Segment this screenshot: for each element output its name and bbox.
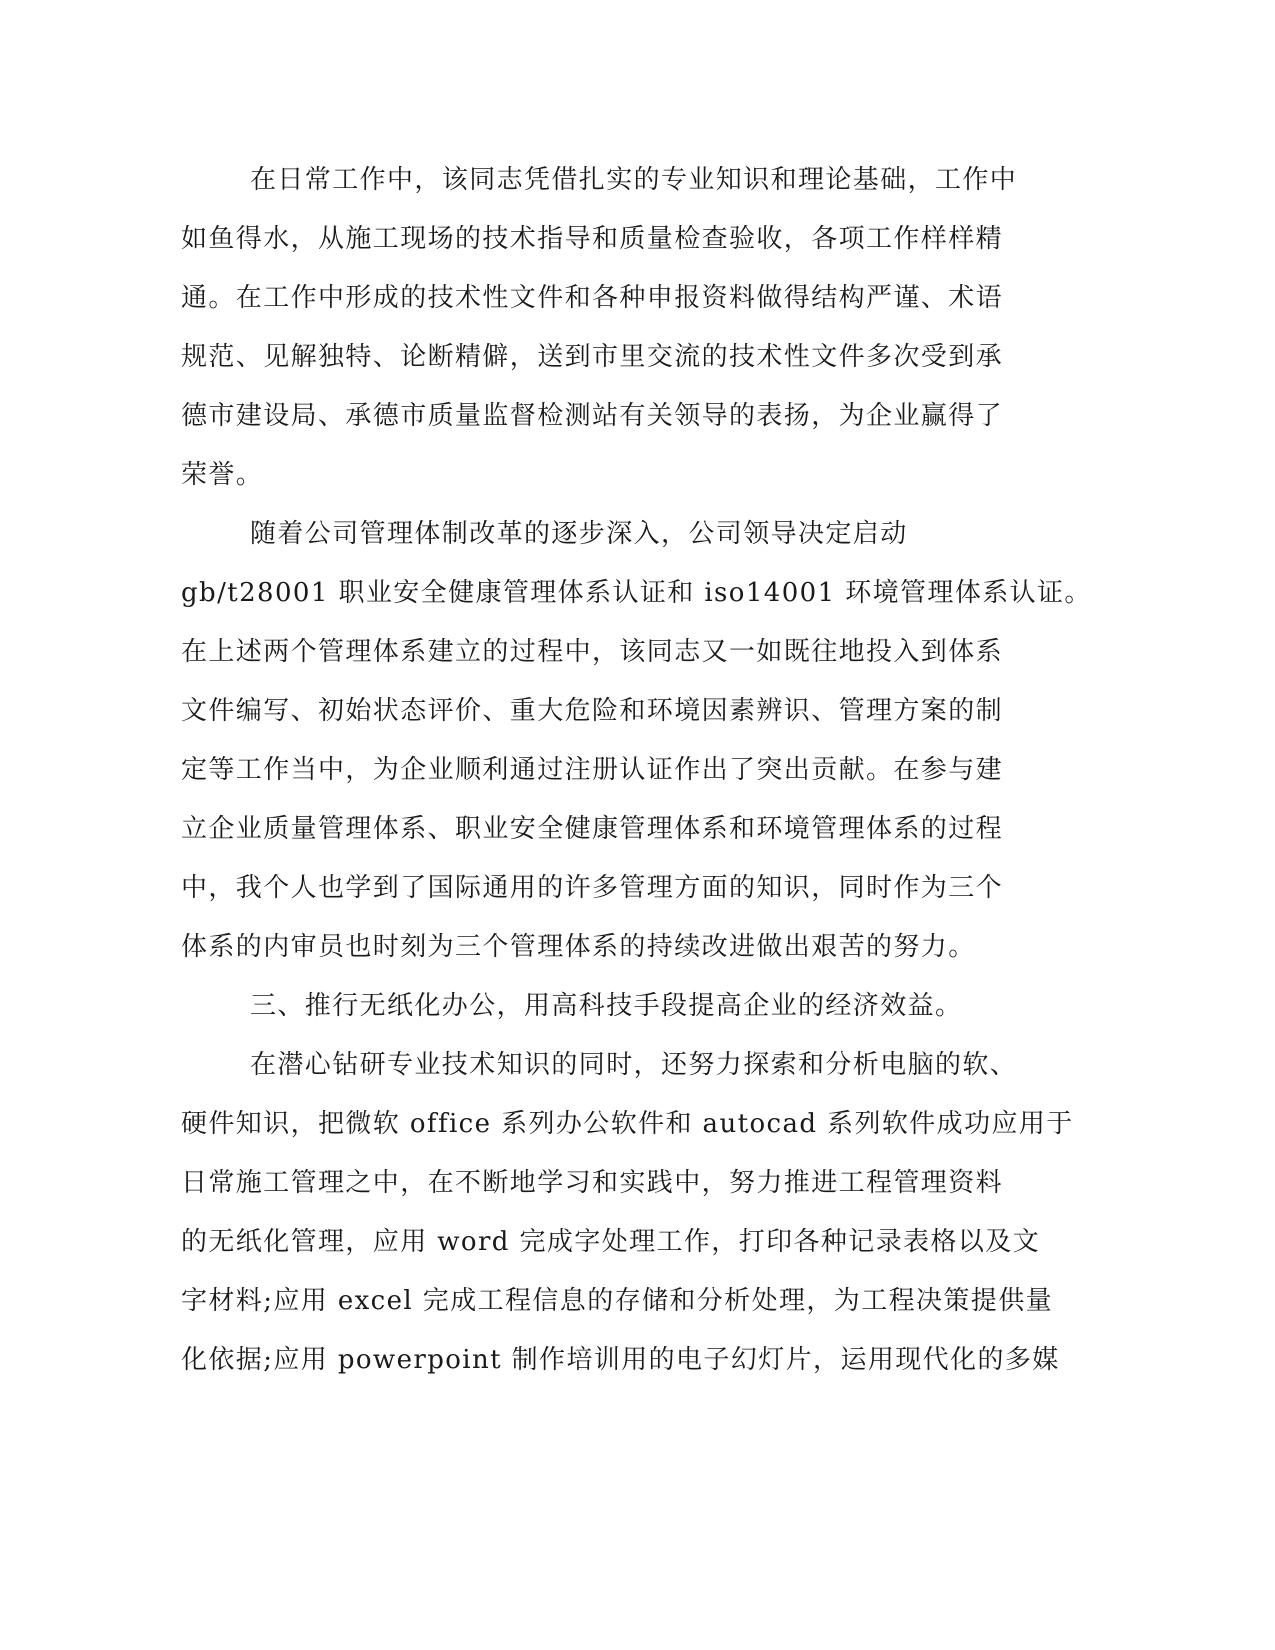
paragraph-1-line-5: 德市建设局、承德市质量监督检测站有关领导的表扬，为企业赢得了	[181, 401, 1004, 431]
paragraph-2-line-6: 立企业质量管理体系、职业安全健康管理体系和环境管理体系的过程	[181, 814, 1004, 844]
paragraph-3-line-1: 在潜心钻研专业技术知识的同时，还努力探索和分析电脑的软、	[250, 1050, 1018, 1080]
paragraph-1-line-2: 如鱼得水，从施工现场的技术指导和质量检查验收，各项工作样样精	[181, 224, 1004, 254]
paragraph-2-line-7: 中，我个人也学到了国际通用的许多管理方面的知识，同时作为三个	[181, 873, 1004, 903]
paragraph-3-line-5: 字材料;应用 excel 完成工程信息的存储和分析处理，为工程决策提供量	[181, 1286, 1054, 1316]
paragraph-1-line-1: 在日常工作中，该同志凭借扎实的专业知识和理论基础，工作中	[250, 165, 1018, 195]
paragraph-1-line-4: 规范、见解独特、论断精僻，送到市里交流的技术性文件多次受到承	[181, 342, 1004, 372]
paragraph-2-line-2: gb/t28001 职业安全健康管理体系认证和 iso14001 环境管理体系认证。	[181, 578, 1092, 608]
section-heading: 三、推行无纸化办公，用高科技手段提高企业的经济效益。	[250, 991, 963, 1021]
paragraph-2-line-1: 随着公司管理体制改革的逐步深入，公司领导决定启动	[250, 519, 908, 549]
paragraph-3-line-2: 硬件知识，把微软 office 系列办公软件和 autocad 系列软件成功应用于	[181, 1109, 1074, 1139]
paragraph-2-line-5: 定等工作当中，为企业顺利通过注册认证作出了突出贡献。在参与建	[181, 755, 1004, 785]
paragraph-2-line-8: 体系的内审员也时刻为三个管理体系的持续改进做出艰苦的努力。	[181, 932, 976, 962]
paragraph-1-line-3: 通。在工作中形成的技术性文件和各种申报资料做得结构严谨、术语	[181, 283, 1004, 313]
paragraph-2-line-3: 在上述两个管理体系建立的过程中，该同志又一如既往地投入到体系	[181, 637, 1004, 667]
paragraph-1-line-6: 荣誉。	[181, 460, 264, 490]
paragraph-2-line-4: 文件编写、初始状态评价、重大危险和环境因素辨识、管理方案的制	[181, 696, 1004, 726]
paragraph-3-line-6: 化依据;应用 powerpoint 制作培训用的电子幻灯片，运用现代化的多媒	[181, 1345, 1060, 1375]
paragraph-3-line-4: 的无纸化管理，应用 word 完成字处理工作，打印各种记录表格以及文	[181, 1227, 1041, 1257]
paragraph-3-line-3: 日常施工管理之中，在不断地学习和实践中，努力推进工程管理资料	[181, 1168, 1004, 1198]
